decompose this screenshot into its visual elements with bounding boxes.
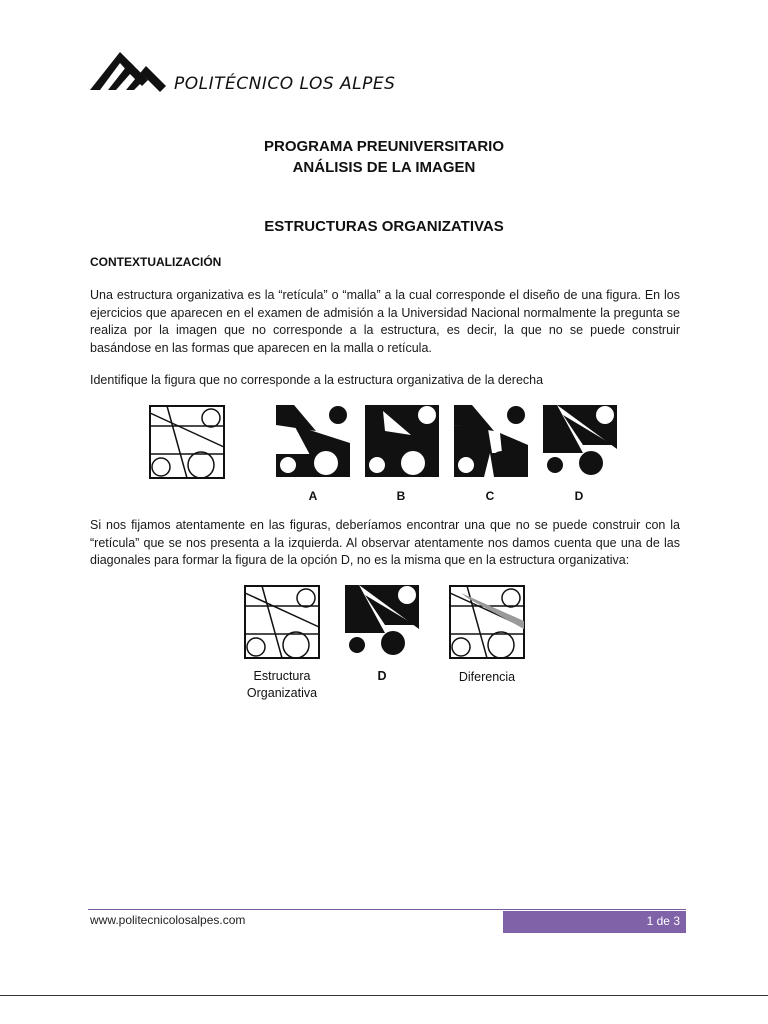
brand-name: POLITÉCNICO LOS ALPES	[174, 74, 396, 94]
title-line-1: PROGRAMA PREUNIVERSITARIO	[263, 138, 504, 155]
option-b-figure	[365, 405, 439, 477]
page-number: 1 de 3	[503, 911, 686, 933]
section-title: ESTRUCTURAS ORGANIZATIVAS	[264, 218, 504, 235]
option-a-label: A	[308, 489, 318, 503]
option-d-caption: D	[377, 669, 387, 683]
structure-figure	[149, 405, 225, 479]
footer-rule	[88, 909, 686, 910]
instruction-paragraph: Identifique la figura que no corresponde a la estructura organizativa de la derecha	[90, 373, 544, 387]
mountain-logo-icon	[90, 46, 180, 102]
subheading: CONTEXTUALIZACIÓN	[90, 255, 222, 269]
option-a-figure	[276, 405, 350, 477]
comparison-option-d-figure	[345, 585, 419, 657]
explanation-paragraph: Si nos fijamos atentamente en las figuras, deberíamos encontrar una que no se puede construir con la “retícula” que se nos presenta a la izquierda. Al observar atentamente nos damos cuenta que una de las diagonales para formar la figura de la opción D, no es la misma que en la estructura organizativa:	[90, 518, 680, 567]
comparison-structure-figure	[244, 585, 320, 659]
title-line-2: ANÁLISIS DE LA IMAGEN	[292, 159, 476, 176]
structure-caption-line-1: Estructura	[253, 669, 311, 683]
difference-caption: Diferencia	[458, 670, 516, 684]
option-c-label: C	[485, 489, 495, 503]
comparison-difference-figure	[449, 585, 525, 659]
option-c-figure	[454, 405, 528, 477]
intro-paragraph: Una estructura organizativa es la “retícula” o “malla” a la cual corresponde el diseño de una figura. En los ejercicios que aparecen en el examen de admisión a la Universidad Nacional normalmente la pregunta se realiza por la imagen que no corresponde a la estructura, es decir, la que no se puede construir basándose en las formas que aparecen en la malla o retícula.	[90, 288, 680, 355]
option-b-label: B	[396, 489, 406, 503]
option-d-label: D	[574, 489, 584, 503]
footer-url: www.politecnicolosalpes.com	[90, 913, 246, 927]
option-d-figure	[543, 405, 617, 477]
structure-caption-line-2: Organizativa	[246, 686, 318, 700]
structure-caption	[230, 668, 334, 702]
document-title	[0, 136, 768, 178]
page-bottom-rule	[0, 995, 768, 996]
